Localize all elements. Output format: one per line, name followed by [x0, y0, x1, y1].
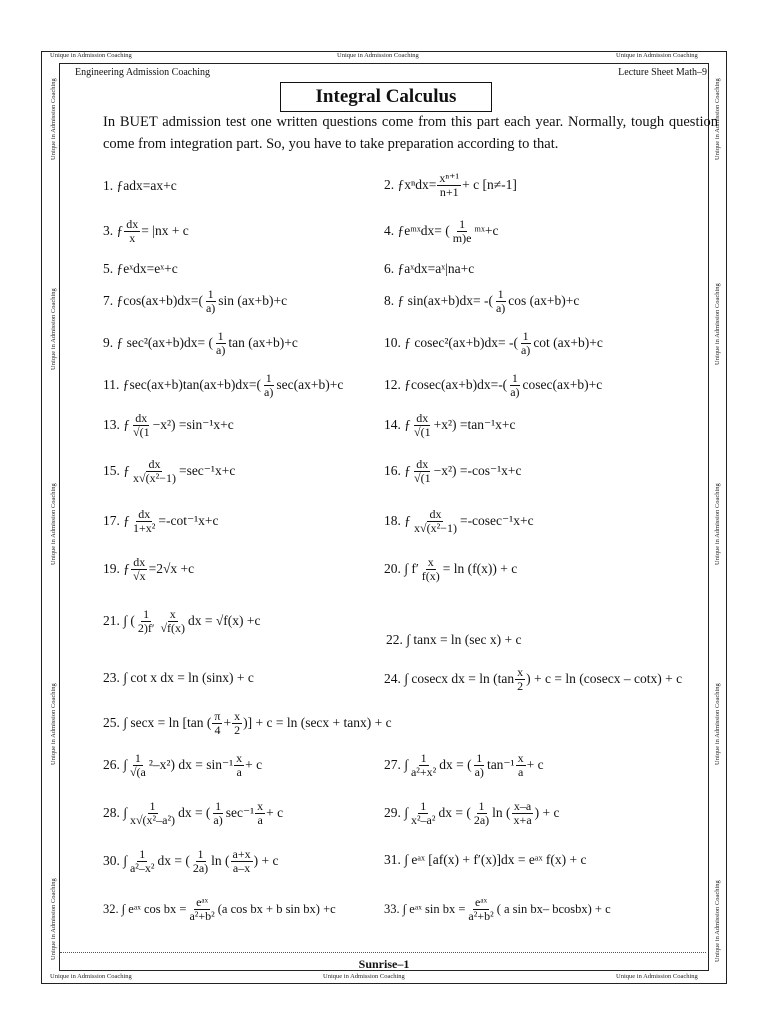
edge-text-right-1: Unique in Admission Coaching	[714, 78, 721, 160]
intro-paragraph: In BUET admission test one written questions come from this part each year. Normally, tough question come from integration part. So, you have to take preparation according to that.	[103, 114, 718, 152]
formula-4: 4. ƒeᵐˣdx= ( 1 m)e ᵐˣ+c	[384, 217, 499, 245]
formula-27: 27. ∫ 1 a²+x² dx = ( 1 a) tan⁻¹ x a + c	[384, 751, 544, 779]
formula-7: 7. ƒcos(ax+b)dx=( 1 a) sin (ax+b)+c	[103, 287, 288, 315]
edge-text-right-5: Unique in Admission Coaching	[714, 880, 721, 962]
edge-text-bottom-center: Unique in Admission Coaching	[323, 973, 405, 980]
formula-18: 18. ƒ dx x√(x²−1) =-cosec⁻¹x+c	[384, 507, 534, 535]
edge-text-top-left: Unique in Admission Coaching	[50, 52, 132, 59]
formula-1: 1. ƒadx=ax+c	[103, 178, 177, 193]
edge-text-bottom-left: Unique in Admission Coaching	[50, 973, 132, 980]
formula-11: 11. ƒsec(ax+b)tan(ax+b)dx=( 1 a) sec(ax+b)+c	[103, 371, 344, 399]
formula-5: 5. ƒeˣdx=eˣ+c	[103, 261, 178, 276]
edge-text-right-3: Unique in Admission Coaching	[714, 483, 721, 565]
formula-29: 29. ∫ 1 x²–a² dx = ( 1 2a) ln ( x–a x+a ) + c	[384, 799, 560, 827]
edge-text-top-right: Unique in Admission Coaching	[616, 52, 698, 59]
formula-15: 15. ƒ dx x√(x²−1) =sec⁻¹x+c	[103, 457, 236, 485]
formula-31: 31. ∫ eᵃˣ [af(x) + f′(x)]dx = eᵃˣ f(x) + c	[384, 852, 587, 867]
formula-6: 6. ƒaˣdx=aˣ|na+c	[384, 261, 475, 276]
formula-16: 16. ƒ dx √(1 −x²) =-cos⁻¹x+c	[384, 457, 522, 485]
footer-rule	[60, 952, 706, 953]
formula-21: 21. ∫ ( 1 2)f′ x √f(x) dx = √f(x) +c	[103, 607, 261, 635]
edge-text-bottom-right: Unique in Admission Coaching	[616, 973, 698, 980]
page-title: Integral Calculus	[280, 82, 492, 112]
formula-32: 32. ∫ eᵃˣ cos bx = eᵃˣ a²+b² (a cos bx + b sin bx) +c	[103, 895, 336, 923]
edge-text-left-4: Unique in Admission Coaching	[50, 683, 57, 765]
formula-13: 13. ƒ dx √(1 −x²) =sin⁻¹x+c	[103, 411, 234, 439]
header-left: Engineering Admission Coaching	[75, 67, 210, 78]
formula-3: 3. ƒ dx x = |nx + c	[103, 217, 189, 245]
formula-17: 17. ƒ dx 1+x² =-cot⁻¹x+c	[103, 507, 219, 535]
formula-2: 2. ƒxⁿdx= xⁿ⁺¹ n+1 + c [n≠-1]	[384, 171, 517, 199]
formula-19: 19. ƒ dx √x =2√x +c	[103, 555, 195, 583]
edge-text-right-2: Unique in Admission Coaching	[714, 283, 721, 365]
formula-10: 10. ƒ cosec²(ax+b)dx= -( 1 a) cot (ax+b)+c	[384, 329, 603, 357]
formula-25: 25. ∫ secx = ln [tan ( π 4 + x 2 )] + c = ln (secx + tanx) + c	[103, 709, 392, 737]
footer-text: Sunrise–1	[358, 957, 410, 971]
edge-text-left-5: Unique in Admission Coaching	[50, 878, 57, 960]
edge-text-right-4: Unique in Admission Coaching	[714, 683, 721, 765]
formula-12: 12. ƒcosec(ax+b)dx=-( 1 a) cosec(ax+b)+c	[384, 371, 603, 399]
header-right: Lecture Sheet Math–9	[618, 67, 707, 78]
formula-22: 22. ∫ tanx = ln (sec x) + c	[386, 632, 522, 647]
formula-26: 26. ∫ 1 √(a ²–x²) dx = sin⁻¹ x a + c	[103, 751, 263, 779]
formula-8: 8. ƒ sin(ax+b)dx= -( 1 a) cos (ax+b)+c	[384, 287, 580, 315]
edge-text-left-2: Unique in Admission Coaching	[50, 288, 57, 370]
edge-text-left-3: Unique in Admission Coaching	[50, 483, 57, 565]
formula-24: 24. ∫ cosecx dx = ln (tan x 2 ) + c = ln (cosecx – cotx) + c	[384, 665, 683, 693]
formula-28: 28. ∫ 1 x√(x²–a²) dx = ( 1 a) sec⁻¹ x a + c	[103, 799, 284, 827]
formula-23: 23. ∫ cot x dx = ln (sinx) + c	[103, 670, 254, 685]
formula-33: 33. ∫ eᵃˣ sin bx = eᵃˣ a²+b² ( a sin bx– bcosbx) + c	[384, 895, 611, 923]
formula-20: 20. ∫ f′ x f(x) = ln (f(x)) + c	[384, 555, 518, 583]
formula-14: 14. ƒ dx √(1 +x²) =tan⁻¹x+c	[384, 411, 516, 439]
edge-text-left-1: Unique in Admission Coaching	[50, 78, 57, 160]
edge-text-top-center: Unique in Admission Coaching	[337, 52, 419, 59]
formula-30: 30. ∫ 1 a²–x² dx = ( 1 2a) ln ( a+x a–x ) + c	[103, 847, 279, 875]
formula-9: 9. ƒ sec²(ax+b)dx= ( 1 a) tan (ax+b)+c	[103, 329, 298, 357]
